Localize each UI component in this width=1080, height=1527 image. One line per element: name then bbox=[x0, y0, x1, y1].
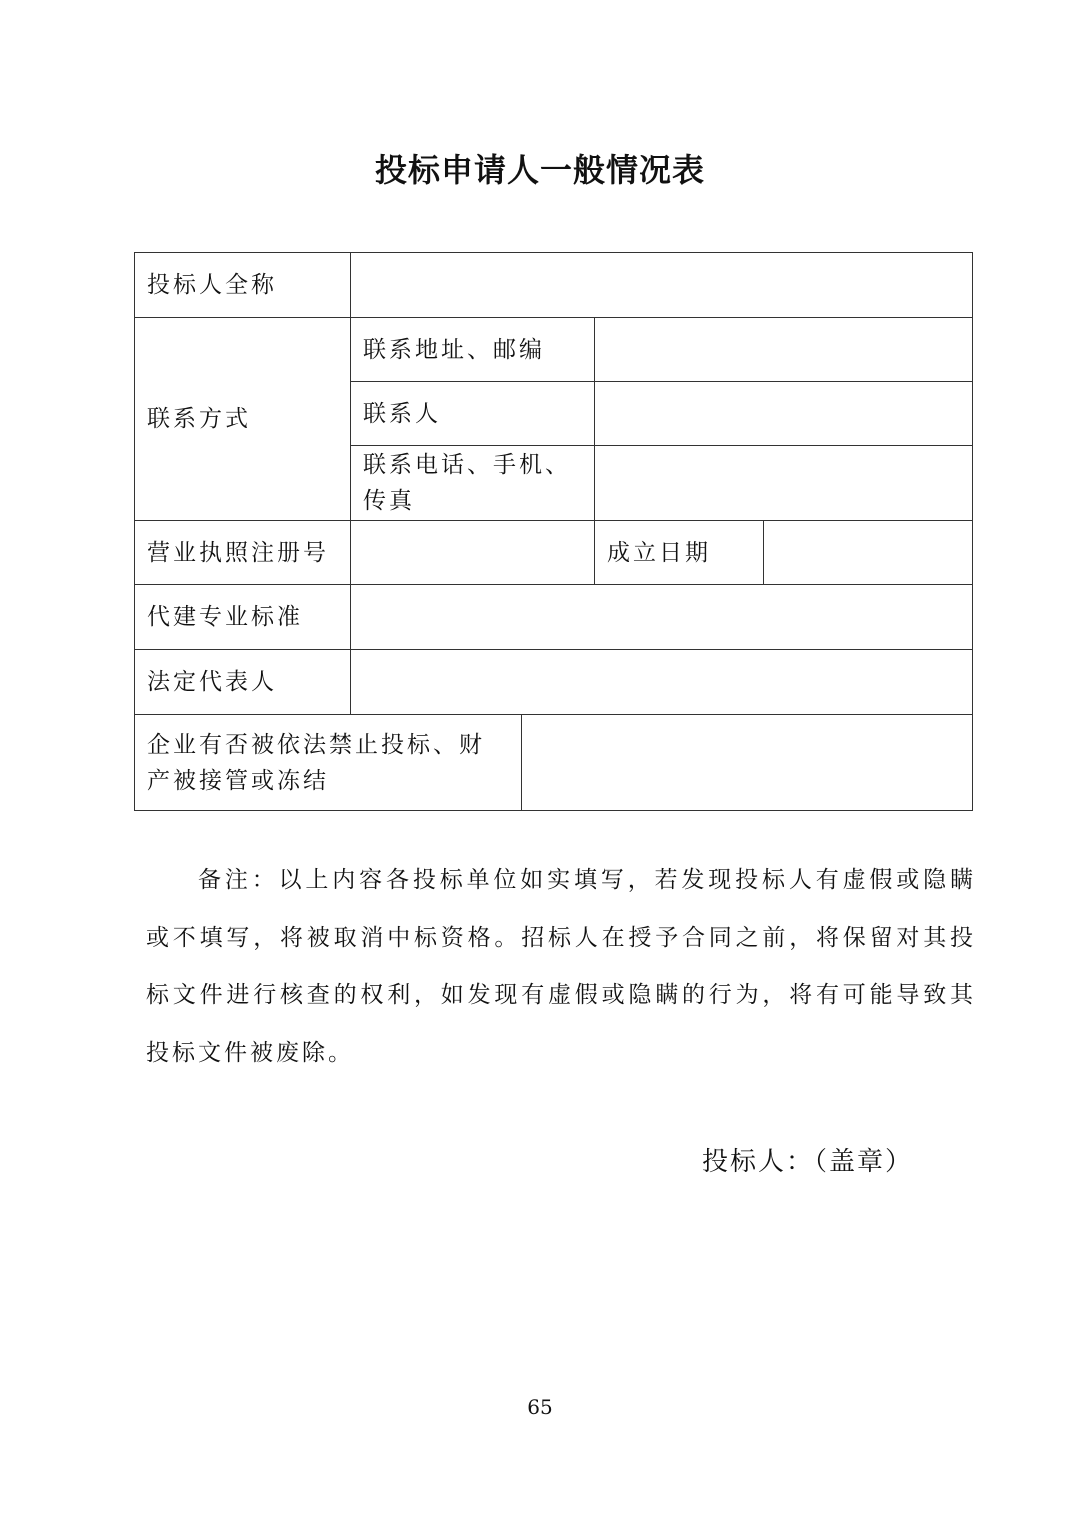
page-title: 投标申请人一般情况表 bbox=[374, 151, 705, 189]
contact-person-label: 联系人 bbox=[351, 382, 595, 446]
agent-construction-standard-field[interactable] bbox=[351, 585, 973, 650]
bidder-full-name-field[interactable] bbox=[351, 253, 973, 318]
agent-construction-standard-label: 代建专业标准 bbox=[135, 585, 351, 650]
established-date-label: 成立日期 bbox=[595, 521, 764, 585]
page-number: 65 bbox=[527, 1395, 553, 1419]
bidder-info-table bbox=[134, 252, 973, 811]
contact-address-field[interactable] bbox=[595, 318, 973, 382]
bidding-ban-field[interactable] bbox=[522, 715, 973, 811]
contact-phone-label: 联系电话、手机、传真 bbox=[351, 446, 595, 521]
bidder-seal-signature: 投标人：（盖章） bbox=[702, 1147, 914, 1177]
contact-person-field[interactable] bbox=[595, 382, 973, 446]
legal-representative-field[interactable] bbox=[351, 650, 973, 715]
established-date-field[interactable] bbox=[764, 521, 973, 585]
note-paragraph: 备注：以上内容各投标单位如实填写，若发现投标人有虚假或隐瞒或不填写，将被取消中标资格。招标人在授予合同之前，将保留对其投标文件进行核查的权利，如发现有虚假或隐瞒的行为，将有可能导致其投标文件被废除。 bbox=[146, 867, 976, 1066]
business-license-label: 营业执照注册号 bbox=[135, 521, 351, 585]
contact-method-label: 联系方式 bbox=[135, 318, 351, 521]
contact-phone-field[interactable] bbox=[595, 446, 973, 521]
business-license-field[interactable] bbox=[351, 521, 595, 585]
bidder-full-name-label: 投标人全称 bbox=[135, 253, 351, 318]
bidding-ban-label: 企业有否被依法禁止投标、财产被接管或冻结 bbox=[135, 715, 522, 811]
contact-address-label: 联系地址、邮编 bbox=[351, 318, 595, 382]
legal-representative-label: 法定代表人 bbox=[135, 650, 351, 715]
